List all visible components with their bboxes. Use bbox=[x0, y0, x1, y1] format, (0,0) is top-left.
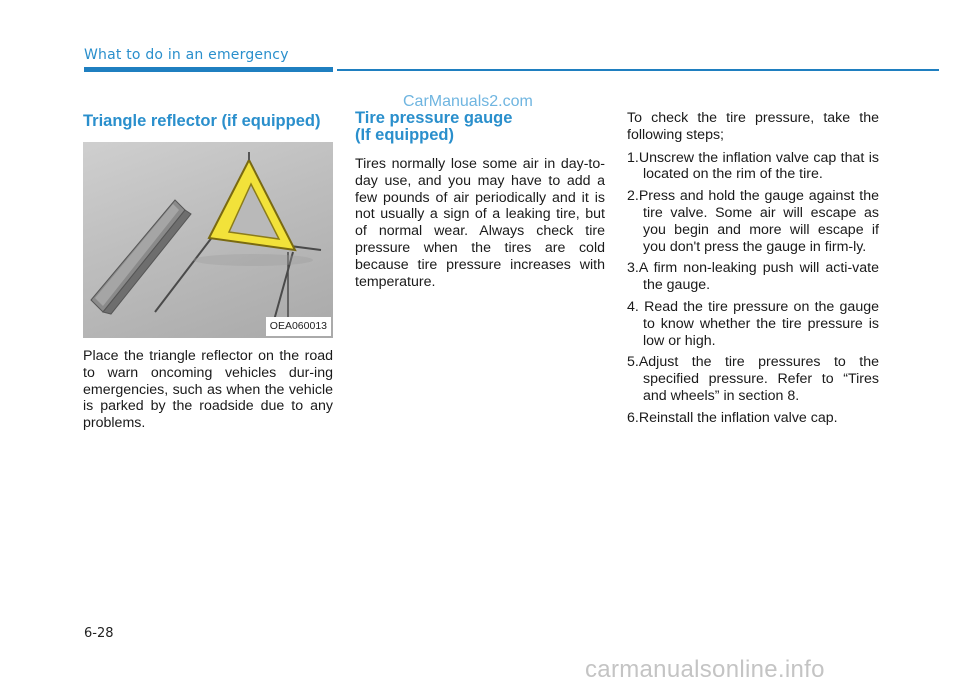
step-item: 2.Press and hold the gauge against the tire valve. Some air will escape as you begin and more will escape if you don't press the gauge in firm-ly. bbox=[627, 188, 879, 255]
step-item: 5.Adjust the tire pressures to the specified pressure. Refer to “Tires and wheels” in section 8. bbox=[627, 354, 879, 404]
figure-code-label: OEA060013 bbox=[266, 317, 331, 336]
step-item: 3.A firm non-leaking push will acti-vate the gauge. bbox=[627, 260, 879, 294]
watermark-text[interactable]: CarManuals2.com bbox=[403, 93, 533, 110]
header-rule-thin bbox=[337, 69, 939, 71]
column-tire-check-steps bbox=[627, 110, 879, 432]
footer-site-mark[interactable]: carmanualsonline.info bbox=[585, 656, 825, 683]
tire-gauge-heading-line1: Tire pressure gauge bbox=[355, 109, 513, 127]
tire-gauge-text: Tires normally lose some air in day-to-day use, and you may have to add a few pounds of air periodically and it is not usually a sign of a leaking tire, but of normal wear. Always check tire pressure when the tires are cold because tire pressure increases with temperature. bbox=[355, 156, 605, 290]
triangle-reflector-illustration bbox=[83, 142, 333, 338]
header-rule-thick bbox=[84, 67, 333, 72]
triangle-reflector-figure bbox=[83, 142, 333, 338]
section-header-title: What to do in an emergency bbox=[84, 47, 289, 63]
step-item: 1.Unscrew the inflation valve cap that is located on the rim of the tire. bbox=[627, 149, 879, 183]
tire-gauge-heading bbox=[355, 110, 605, 144]
steps-list bbox=[627, 150, 879, 427]
tire-gauge-heading-line2: (If equipped) bbox=[355, 126, 454, 144]
step-item: 4. Read the tire pressure on the gauge to know whether the tire pressure is low or high. bbox=[627, 298, 879, 349]
triangle-reflector-heading: Triangle reflector (if equipped) bbox=[83, 112, 321, 130]
column-tire-pressure-gauge bbox=[355, 110, 605, 290]
step-item: 6.Reinstall the inflation valve cap. bbox=[627, 409, 838, 426]
triangle-reflector-text: Place the triangle reflector on the road to warn oncoming vehicles dur-ing emergencies, such as when the vehicle is parked by the roadside due to any problems. bbox=[83, 348, 333, 432]
column-triangle-reflector bbox=[83, 110, 333, 432]
steps-intro: To check the tire pressure, take the following steps; bbox=[627, 110, 879, 143]
page-number: 6-28 bbox=[84, 626, 114, 641]
